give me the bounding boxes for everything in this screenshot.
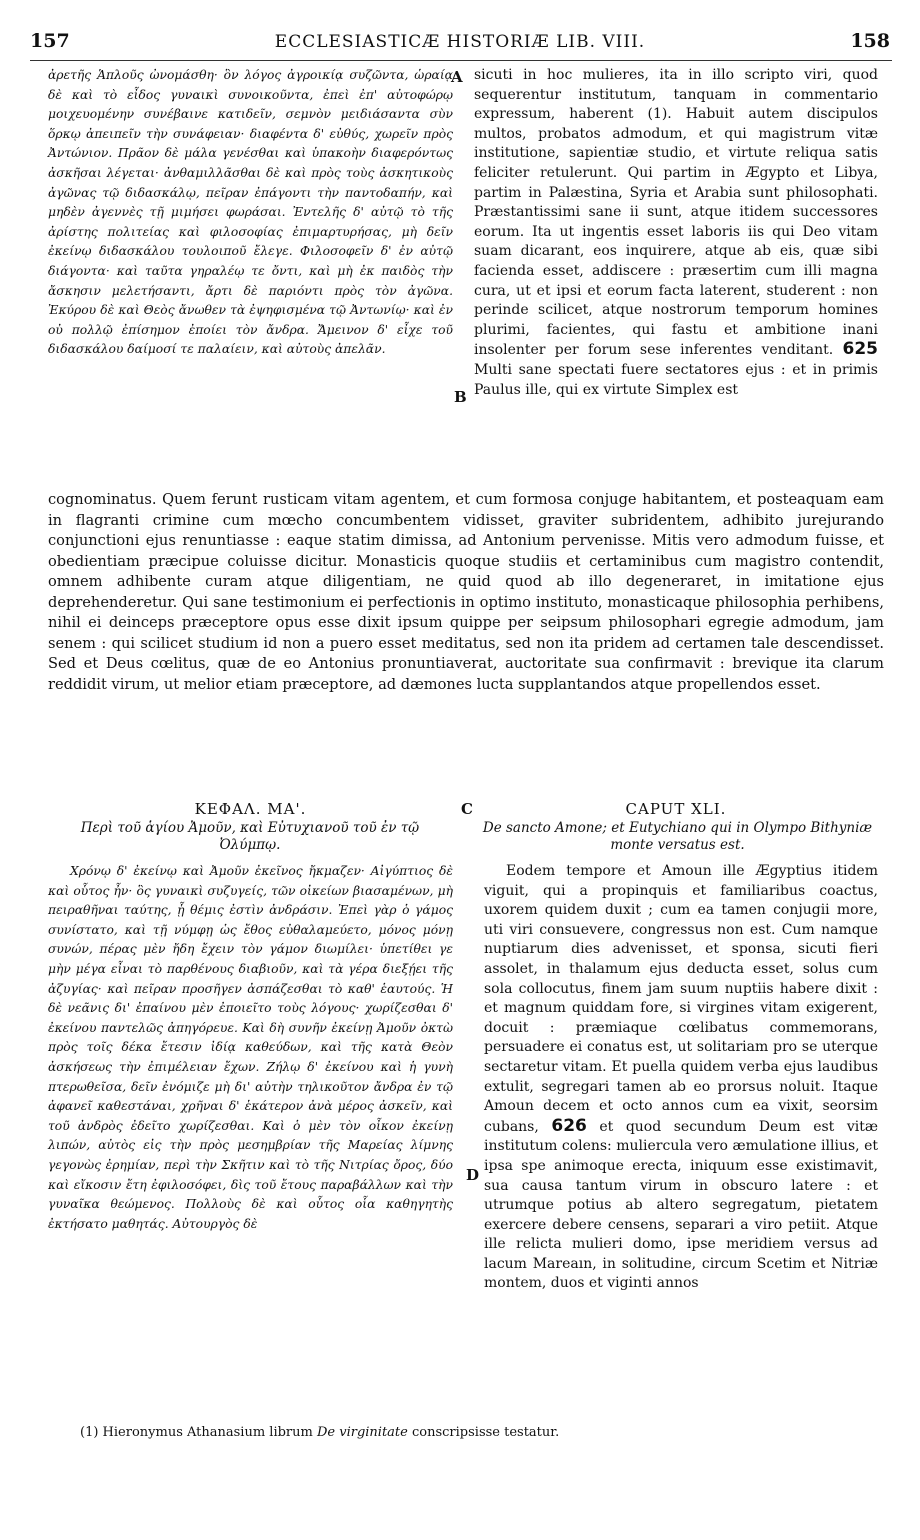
page-mark-626: 626 — [551, 1115, 587, 1136]
greek-paragraph: ἀρετῆς Ἁπλοῦς ὠνομάσθη· ὃν λόγος ἀγροικίᾳ συζῶντα, ὡραίᾳ δὲ καὶ τὸ εἶδος γυναικὶ συνοικοῦντα, ἐπεὶ ἐπ' αὐτοφώρῳ μοιχευομένην συνέβαινε κατιδεῖν, σεμνὸν μειδιάσαντα σὺν ὅρκῳ ἀπειπεῖν τὴν συνάφειαν· διαφέντα δ' εὐθύς, χωρεῖν πρὸς Ἀντώνιον. Πρᾶον δὲ μάλα γενέσθαι καὶ ὑπακοὴν διαφερόντως ἀσκῆσαι λέγεται· ἀνθαμιλλᾶσθαι δὲ καὶ πρὸς τοὺς ἀσκητικοὺς ἀγῶνας τῷ διδασκάλῳ, πεῖραν ἐπάγοντι τὴν παντοδαπήν, καὶ μηδὲν ἀγεννὲς τῇ μιμήσει φωράσαι. Ἐντελῆς δ' αὐτῷ τὸ τῆς ἀρίστης πολιτείας καὶ φιλοσοφίας ἐπιμαρτυρήσας, μὴ δεῖν ἐκείνῳ διδασκάλου τουλοιποῦ ἔλεγε. Φιλοσοφεῖν δ' ἐν αὐτῷ διάγοντα· καὶ ταῦτα γηραλέῳ τε ὄντι, καὶ μὴ ἐκ παιδὸς τὴν ἄσκησιν μελετήσαντι, ἄρτι δὲ παριόντι πρὸς τὸν ἀγῶνα. Ἐκύρου δὲ καὶ Θεὸς ἄνωθεν τὰ ἐψηφισμένα τῷ Ἀντωνίῳ· καὶ ἐν οὐ πολλῷ ἐπίσημον ἐποίει τὸν ἄνδρα. Ἄμεινον δ' εἶχε τοῦ διδασκάλου δαίμοσί τε παλαίειν, καὶ αὐτοὺς ἀπελᾶν. — [48, 68, 453, 357]
footnote-title: De virginitate — [316, 1425, 408, 1440]
greek-chapter-text — [48, 862, 453, 1234]
latin-text: sicuti in hoc mulieres, ita in illo scripto viri, quod sequerentur institutum, tanquam in commentario expressum, haberent (1). Habuit autem discipulos multos, probatos admodum, et qui magistrum vitæ institutione, sapientiæ studio, et virtute reliqua satis feliciter retulerunt. Qui partim in Ægypto et Libya, partim in Palæstina, Syria et Arabia sunt philosophati. Præstantissimi sane ii sunt, atque itidem successores eorum. Ita ut ingentis esset laboris iis qui Deo vitam suam dicarant, eos inquirere, atque ab eis, quæ sibi facienda esset, addiscere : præsertim cum illi magna cura, ut et ipsi et eorum facta laterent, studerent : non perinde scilicet, atque nostrorum temporum homines plurimi, facientes, qui fastu et ambitione inani insolenter per forum sese inferentes venditant. — [474, 67, 878, 359]
latin-column-top — [474, 66, 878, 400]
margin-marker-d: D — [466, 1166, 480, 1184]
full-width-paragraph: cognominatus. Quem ferunt rusticam vitam agentem, et cum formosa conjuge habitantem, et posteaquam eam in flagranti crimine cum mœcho concumbentem vidisset, graviter subridentem, adhibito jurejurando conjunctioni ejus renuntiasse : eaque statim dimissa, ad Antonium pervenisse. Mitis vero admodum fuisse, et obedientiam præcipue coluisse dicitur. Monasticis quoque studiis et certaminibus cum magistro contendit, omnem adhibente curam atque diligentiam, ne quid quod ab illo degeneraret, in imitatione ejus deprehenderetur. Qui sane testimonium ei perfectionis in optimo instituto, monasticaque philosophia perhibens, nihil ei deinceps præceptore opus esse dixit ipsum quippe per seipsum philosophari egregie admodum, jam senem : qui scilicet studium id non a puero esset meditatus, sed non ita pridem ad certamen tale descendisset. Sed et Deus cœlitus, quæ de eo Antonius pronuntiaverat, auctoritate sua confirmavit : brevique ita clarum reddidit virum, ut melior etiam præceptore, ad dæmones lucta supplantandos atque propellendos esset. — [48, 491, 884, 693]
margin-marker-a: A — [451, 68, 463, 86]
latin-text-after: Multi sane spectati fuere sectatores ejus : et in primis Paulus ille, qui ex virtute Simplex est — [474, 361, 878, 398]
latin-chapter-subtitle: De sancto Amone; et Eutychiano qui in Olympo Bithyniæ monte versatus est. — [482, 820, 873, 853]
footnote-prefix: (1) Hieronymus Athanasium librum — [80, 1425, 313, 1440]
latin-chapter-text-b: et quod secundum Deum est vitæ institutum colens: muliercula vero æmulatione illius, et ipsa spe animoque erecta, iniquum esse existimavit, sua causa tantum virum in obscuro latere : et utrumque potius ab altero segregatum, pietatem exercere debere censens, separari a viro petiit. Atque ille relicta mulieri domo, ipse meridiem versus ad lacum Mareaın, in solitudine, circum Scetim et Nitriæ montem, duos et viginti annos — [484, 1118, 878, 1292]
footnote — [80, 1425, 559, 1440]
running-header — [30, 30, 890, 58]
latin-chapter-paragraph — [484, 862, 878, 1294]
latin-chapter-text — [484, 862, 878, 1294]
left-page-number: 157 — [30, 30, 70, 52]
margin-marker-c: C — [461, 800, 473, 818]
right-page-number: 158 — [850, 30, 890, 52]
latin-chapter-text-a: Eodem tempore et Amoun ille Ægyptius itidem viguit, qui a propinquis et familiaribus coactus, uxorem quidem duxit ; cum ea tamen conjugii more, uti viri consuevere, congressus non est. Cum namque nuptiarum dies advenisset, et sponsa, sicuti fieri assolet, in thalamum ejus deducta esset, solus cum sola collocutus, finem jam suum nuptiis habere dixit : et magnum quiddam fore, si virgines vitam exigerent, docuit : præmiaque cœlibatus commemorans, persuadere ei conatus est, ut solitariam pro se uterque sectaretur vitam. Et puella quidem verba ejus laudibus extulit, segregari tamen ab eo prorsus noluit. Itaque Amoun decem et octo annos cum ea vixit, seorsim cubans, — [484, 863, 878, 1135]
margin-marker-b: B — [454, 388, 467, 406]
greek-chapter-paragraph: Χρόνῳ δ' ἐκείνῳ καὶ Ἀμοῦν ἐκεῖνος ἤκμαζεν· Αἰγύπτιος δὲ καὶ οὗτος ἦν· ὃς γυναικὶ συζυγείς, τῶν οἰκείων βιασαμένων, μὴ πειραθῆναι ταύτης, ᾗ θέμις ἐστὶν ἀνδράσιν. Ἐπεὶ γὰρ ὁ γάμος συνίστατο, καὶ τῇ νύμφῃ ὡς ἔθος εὐθαλαμεύετο, μόνος μόνῃ συνών, πέρας μὲν ἤδη ἔχειν τὸν γάμον διωμίλει· ὑπετίθει γε μὴν μέγα εἶναι τὸ παρθένους διαβιοῦν, καὶ τὰ γέρα διεξῄει τῆς ἀζυγίας· καὶ πεῖραν προσῆγεν ἀσπάζεσθαι τὸ καθ' ἑαυτούς. Ἡ δὲ νεᾶνις δι' ἐπαίνου μὲν ἐποιεῖτο τοὺς λόγους· χωρίζεσθαι δ' ἐκείνου παντελῶς ἀπηγόρευε. Καὶ δὴ συνῆν ἐκείνῃ Ἀμοῦν ὀκτὼ πρὸς τοῖς δέκα ἔτεσιν ἰδίᾳ καθεύδων, καὶ τῆς κατὰ Θεὸν ἀσκήσεως τὴν ἐπιμέλειαν ἔχων. Ζήλῳ δ' ἐκείνου καὶ ἡ γυνὴ πτερωθεῖσα, δεῖν ἐνόμιζε μὴ δι' αὐτὴν τηλικοῦτον ἄνδρα ἐν τῷ ἀφανεῖ καθεστάναι, χρῆναι δ' ἑκάτερον ἀνὰ μέρος ἀσκεῖν, καὶ τοῦ ἀνδρὸς ἐδεῖτο χωρίζεσθαι. Καὶ ὁ μὲν τὸν οἶκον ἐκείνῃ λιπών, αὐτὸς εἰς τὴν πρὸς μεσημβρίαν τῆς Μαρείας λίμνης γεγονὼς ἐρημίαν, περὶ τὴν Σκῆτιν καὶ τὸ τῆς Νιτρίας ὄρος, δύο καὶ εἴκοσιν ἔτη ἐφιλοσόφει, δὶς τοῦ ἔτους παραβάλλων καὶ τὴν γυναῖκα θεώμενος. Πολλοὺς δὲ καὶ οὗτος οἷα καθηγητὴς ἐκτήσατο μαθητάς. Αὐτουργὸς δὲ — [48, 864, 453, 1231]
latin-paragraph — [474, 66, 878, 400]
header-rule — [30, 60, 892, 61]
latin-chapter-heading: CAPUT XLI. — [625, 800, 727, 818]
running-title: ECCLESIASTICÆ HISTORIÆ LIB. VIII. — [274, 32, 646, 52]
page-mark-625: 625 — [842, 339, 878, 360]
footnote-suffix: conscripsisse testatur. — [412, 1425, 560, 1440]
greek-chapter-heading: ΚΕΦΑΛ. ΜΑ'. — [194, 800, 307, 818]
greek-chapter-subtitle: Περὶ τοῦ ἁγίου Ἀμοῦν, καὶ Εὐτυχιανοῦ τοῦ ἐν τῷ Ὀλύμπῳ. — [80, 820, 420, 853]
greek-column-top — [48, 66, 453, 360]
